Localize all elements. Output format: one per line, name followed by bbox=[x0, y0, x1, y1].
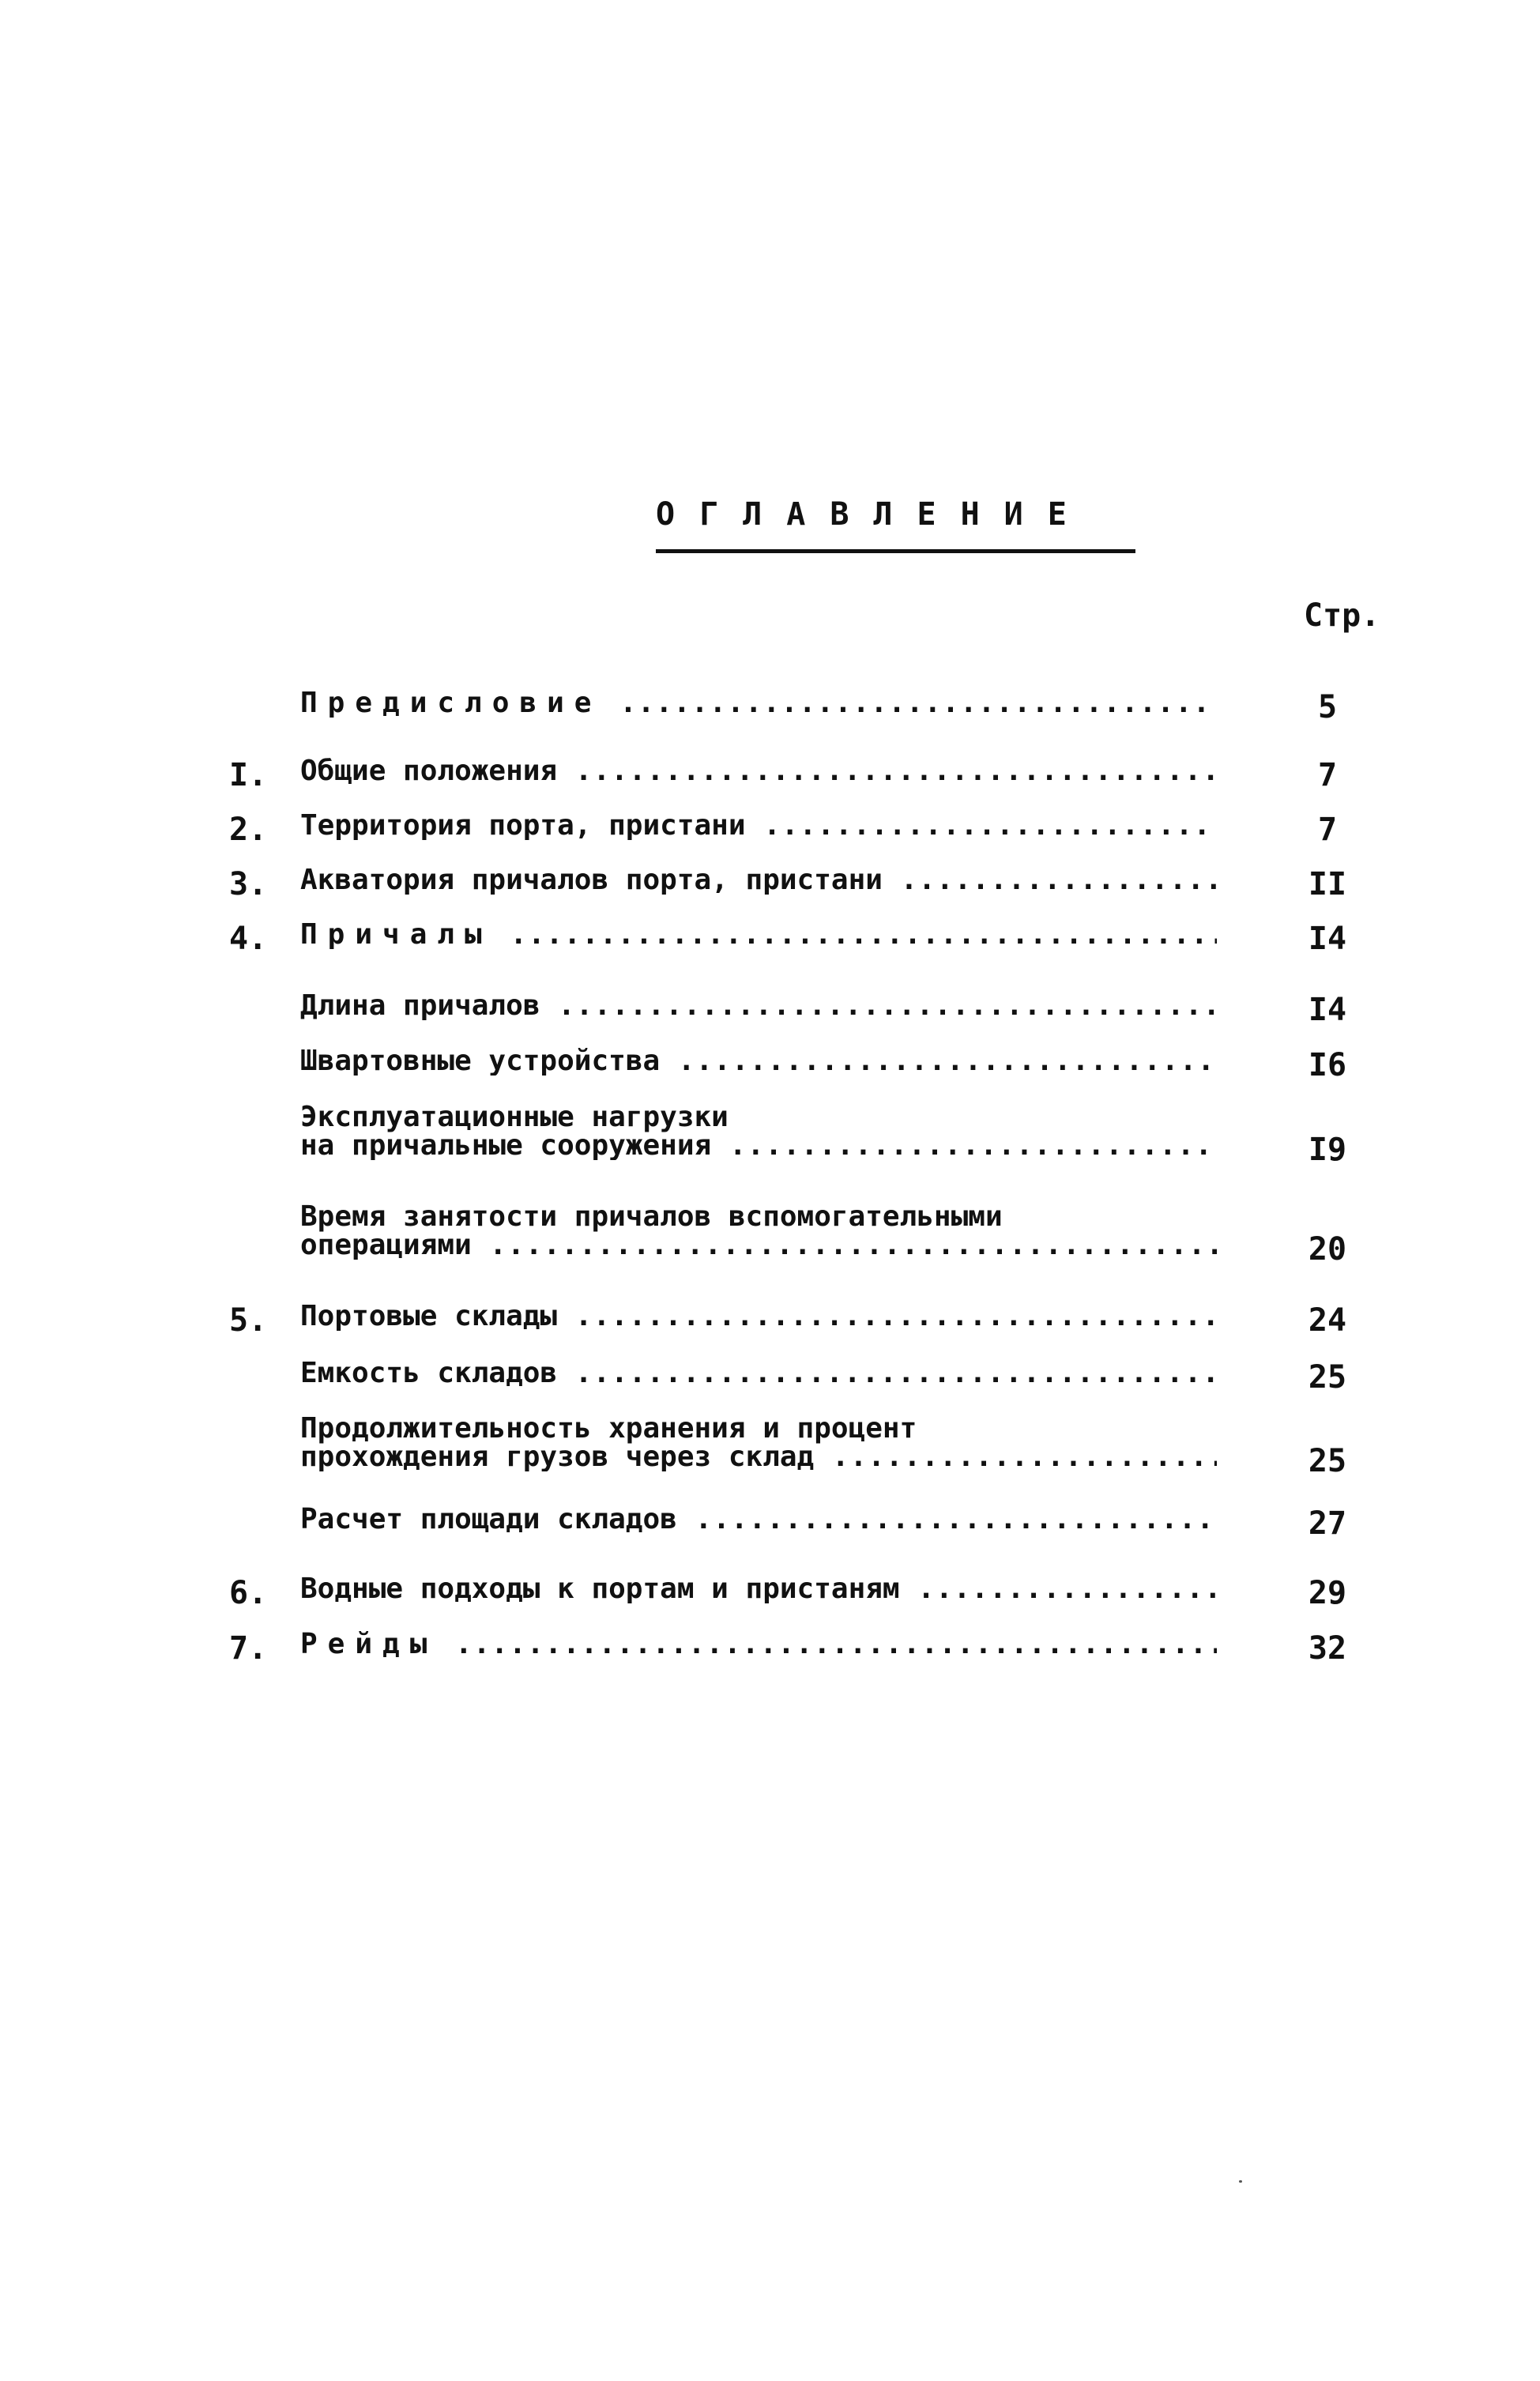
toc-entry bbox=[0, 1203, 1540, 1268]
toc-entry-title bbox=[300, 1047, 1217, 1076]
toc-entry bbox=[0, 1505, 1540, 1553]
toc-entry-title-line: на причальные сооружения ..... bbox=[300, 1132, 1217, 1160]
page-column-header: Стр. bbox=[1304, 597, 1380, 634]
toc-entry-page-number: 5 bbox=[1317, 689, 1338, 725]
toc-entry-title-line: Рейды ..... bbox=[300, 1630, 1217, 1659]
toc-entry-title-line: Длина причалов ..... bbox=[300, 992, 1217, 1020]
title-underline bbox=[656, 549, 1135, 553]
toc-entry bbox=[0, 992, 1540, 1039]
toc-entry-title-line: операциями ..... bbox=[300, 1231, 1217, 1260]
toc-entry-title-line: Причалы ..... bbox=[300, 921, 1217, 949]
toc-entry-title bbox=[300, 1505, 1217, 1534]
toc-entry bbox=[0, 812, 1540, 859]
toc-entry-page-number: I4 bbox=[1308, 992, 1347, 1028]
paper-speck bbox=[1239, 2180, 1242, 2183]
toc-entry bbox=[0, 1415, 1540, 1479]
toc-entry-title-line: Общие положения ..... bbox=[300, 757, 1217, 786]
toc-entry-page-number: I4 bbox=[1308, 921, 1347, 957]
toc-entry-page-number: II bbox=[1308, 866, 1347, 902]
toc-entry-title-line: прохождения грузов через склад ..... bbox=[300, 1443, 1217, 1471]
toc-entry-title-line: Территория порта, пристани ..... bbox=[300, 812, 1217, 840]
toc-entry-title-line: Портовые склады ..... bbox=[300, 1302, 1217, 1331]
toc-entry-number: I. bbox=[229, 757, 268, 793]
toc-entry-title bbox=[300, 689, 1217, 718]
toc-entry-title-line: Предисловие ..... bbox=[300, 689, 1217, 718]
toc-entry-number: 3. bbox=[229, 866, 268, 902]
toc-entry bbox=[0, 1047, 1540, 1094]
toc-entry-title-line: Швартовные устройства ..... bbox=[300, 1047, 1217, 1076]
toc-entry bbox=[0, 1630, 1540, 1678]
toc-entry-title bbox=[300, 1203, 1217, 1260]
toc-entry bbox=[0, 1302, 1540, 1350]
toc-entry-title bbox=[300, 1302, 1217, 1331]
toc-entry-title bbox=[300, 1359, 1217, 1388]
toc-entry bbox=[0, 1103, 1540, 1168]
toc-entry-title bbox=[300, 992, 1217, 1020]
toc-entry-title bbox=[300, 1103, 1217, 1160]
toc-entry-title bbox=[300, 1575, 1217, 1603]
toc-entry-number: 5. bbox=[229, 1302, 268, 1339]
toc-entry-title bbox=[300, 921, 1217, 949]
toc-entry-title bbox=[300, 812, 1217, 840]
toc-entry-number: 6. bbox=[229, 1575, 268, 1611]
toc-entry bbox=[0, 921, 1540, 968]
toc-entry bbox=[0, 1359, 1540, 1407]
toc-entry-title-line: Эксплуатационные нагрузки bbox=[300, 1103, 729, 1133]
toc-entry-page-number: 20 bbox=[1308, 1231, 1347, 1268]
page-title: ОГЛАВЛЕНИЕ bbox=[656, 496, 1091, 533]
toc-entry-title bbox=[300, 757, 1217, 786]
toc-entry-page-number: 32 bbox=[1308, 1630, 1347, 1667]
toc-entry-title-line: Время занятости причалов вспомогательными bbox=[300, 1203, 1003, 1233]
toc-entry-page-number: 27 bbox=[1308, 1505, 1347, 1542]
toc-entry-title-line: Водные подходы к портам и пристаням ..... bbox=[300, 1575, 1217, 1603]
toc-entry-title bbox=[300, 866, 1217, 895]
toc-entry bbox=[0, 757, 1540, 804]
toc-entry-title-line: Расчет площади складов ..... bbox=[300, 1505, 1217, 1534]
toc-entry-title bbox=[300, 1415, 1217, 1471]
toc-entry-title-line: Акватория причалов порта, пристани ..... bbox=[300, 866, 1217, 895]
toc-entry-page-number: 29 bbox=[1308, 1575, 1347, 1611]
toc-entry bbox=[0, 866, 1540, 914]
toc-entry-title-line: Емкость складов ..... bbox=[300, 1359, 1217, 1388]
toc-entry-title-line: Продолжительность хранения и процент bbox=[300, 1415, 917, 1445]
toc-entry bbox=[0, 689, 1540, 737]
toc-entry-page-number: I6 bbox=[1308, 1047, 1347, 1083]
toc-entry bbox=[0, 1575, 1540, 1622]
toc-entry-page-number: I9 bbox=[1308, 1132, 1347, 1168]
toc-entry-page-number: 25 bbox=[1308, 1359, 1347, 1396]
toc-entry-number: 2. bbox=[229, 812, 268, 848]
toc-entry-page-number: 24 bbox=[1308, 1302, 1347, 1339]
toc-entry-page-number: 7 bbox=[1317, 812, 1338, 848]
toc-entry-page-number: 7 bbox=[1317, 757, 1338, 793]
toc-entry-number: 4. bbox=[229, 921, 268, 957]
toc-entry-title bbox=[300, 1630, 1217, 1659]
toc-entry-page-number: 25 bbox=[1308, 1443, 1347, 1479]
toc-entry-number: 7. bbox=[229, 1630, 268, 1667]
